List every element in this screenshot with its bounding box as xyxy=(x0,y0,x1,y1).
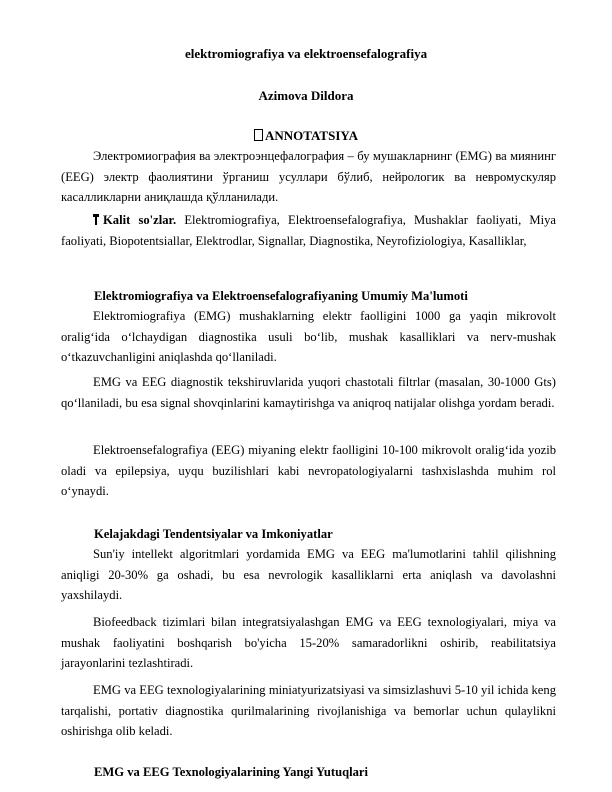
section1-paragraph-2: EMG va EEG diagnostik tekshiruvlarida yuqori chastotali filtrlar (masalan, 30-1000 Gts) qo‘llaniladi, bu esa signal shovqinlarini kamaytirishga va aniqroq natijalar olishga yordam beradi. xyxy=(61,375,556,410)
paper-title: elektromiografiya va elektroensefalografiya xyxy=(184,46,428,61)
keywords-text: Elektromiografiya, Elektroensefalografiya, Mushaklar faoliyati, Miya faoliyati, Biopotentsiallar, Elektrodlar, Signallar, Diagnostika, Neyrofiziologiya, Kasalliklar, xyxy=(61,213,556,248)
section2-paragraph-3: EMG va EEG texnologiyalarining miniatyurizatsiyasi va simsizlashuvi 5-10 yil ichida keng tarqalishi, portativ diagnostika qurilmalarining rivojlanishiga va bemorlar uchun qulaylikni oshirishga olib keladi. xyxy=(61,683,556,738)
annotation-heading-text: ANNOTATSIYA xyxy=(265,128,358,143)
missing-glyph-icon xyxy=(254,129,263,141)
key-icon xyxy=(93,214,99,225)
section1-paragraph-1: Elektromiografiya (EMG) mushaklarning elektr faolligini 1000 ga yaqin mikrovolt oralig‘ida o‘lchaydigan diagnostika usuli bo‘lib, mushak kasalliklari va nerv-mushak o‘tkazuvchanligini aniqlashda qo‘llaniladi. xyxy=(61,309,556,364)
annotation-heading xyxy=(0,128,612,144)
author-name: Azimova Dildora xyxy=(258,88,354,103)
section-heading-advances: EMG va EEG Texnologiyalarining Yangi Yutuqlari xyxy=(94,765,368,779)
section-heading-trends: Kelajakdagi Tendentsiyalar va Imkoniyatlar xyxy=(94,527,333,541)
keywords-paragraph xyxy=(61,210,556,251)
section1-paragraph-3: Elektroensefalografiya (EEG) miyaning elektr faolligini 10-100 mikrovolt oralig‘ida yozib oladi va epilepsiya, uyqu buzilishlari kabi nevropatologiyalarni tashxislashda muhim rol o‘ynaydi. xyxy=(61,443,556,498)
section2-paragraph-2: Biofeedback tizimlari bilan integratsiyalashgan EMG va EEG texnologiyalari, miya va mushak faoliyatini boshqarish bo'yicha 15-20% samaradorlikni oshirib, reabilitatsiya jarayonlarini tezlashtiradi. xyxy=(61,615,556,670)
annotation-text: Электромиография ва электроэнцефалография – бу мушакларнинг (EMG) ва миянинг (EEG) электр фаолиятини ўрганиш усуллари бўлиб, нейрологик ва невромускуляр касалликларни аниқлашда қўлланилади. xyxy=(61,149,556,204)
section-heading-overview: Elektromiografiya va Elektroensefalografiyaning Umumiy Ma'lumoti xyxy=(94,289,468,303)
keywords-label: Kalit so'zlar. xyxy=(103,213,177,227)
section2-paragraph-1: Sun'iy intellekt algoritmlari yordamida EMG va EEG ma'lumotlarini tahlil qilishning aniqligi 20-30% ga oshadi, bu esa nevrologik kasalliklarni erta aniqlash va davolashni yaxshilaydi. xyxy=(61,547,556,602)
